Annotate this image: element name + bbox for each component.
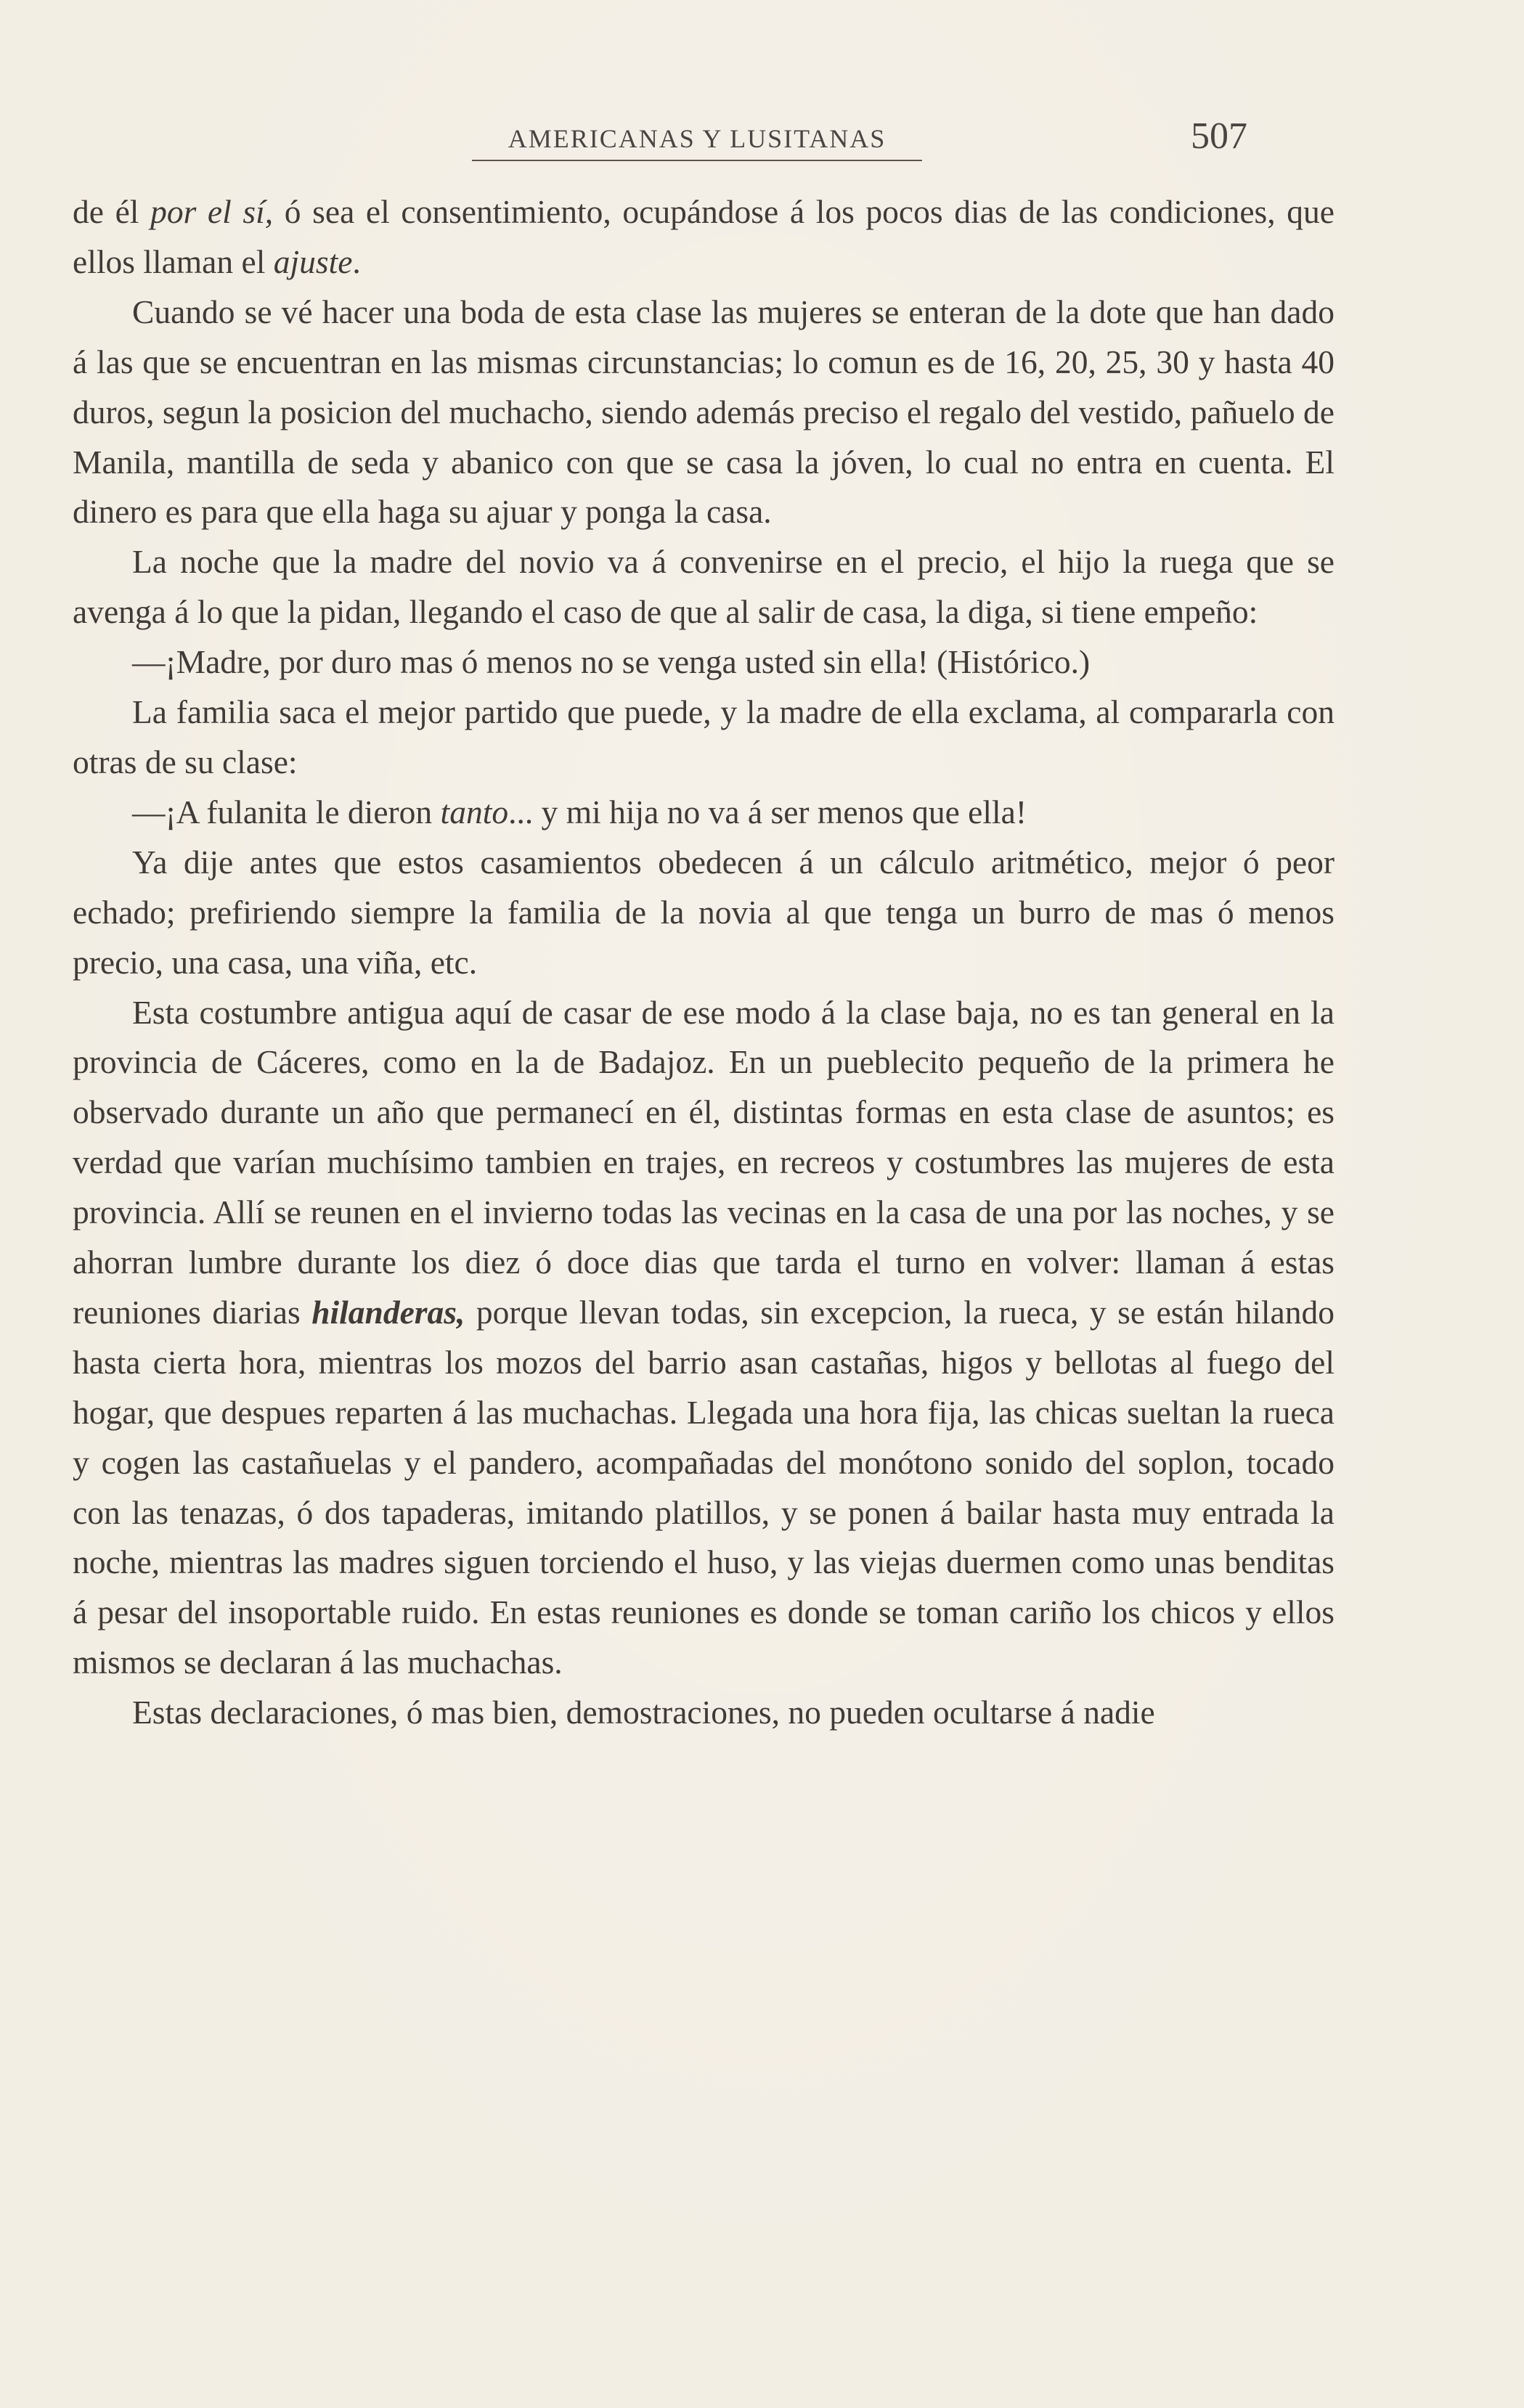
running-title: AMERICANAS Y LUSITANAS (508, 124, 887, 153)
italic-term: hilanderas, (311, 1293, 465, 1331)
paragraph-8 (73, 988, 1334, 1689)
paragraph-7: Ya dije antes que estos casamientos obedecen á un cálculo aritmético, mejor ó peor echado; prefiriendo siempre la familia de la novia al que tenga un burro de mas ó menos precio, una casa, una viña, etc. (73, 843, 1334, 981)
text-run: ó sea el consentimiento, ocupándose á los pocos dias de las condiciones, que ellos llaman el (73, 193, 1334, 280)
text-run: de él (73, 193, 151, 230)
body-text (73, 187, 1334, 1738)
paragraph-9: Estas declaraciones, ó mas bien, demostraciones, no pueden ocultarse á nadie (132, 1694, 1155, 1731)
text-run: . (352, 242, 361, 280)
text-run: porque llevan todas, sin excepcion, la rueca, y se están hilando hasta cierta hora, mientras los mozos del barrio asan castañas, higos y bellotas al fuego del hogar, que despues reparten á las muchachas. Llegada una hora fija, las chicas sueltan la rueca y cogen las castañuelas y el pandero, acompañadas del monótono sonido del soplon, tocado con las tenazas, ó dos tapaderas, imitando platillos, y se ponen á bailar hasta muy entrada la noche, mientras las madres siguen torciendo el huso, y las viejas duermen como unas benditas á pesar del insoportable ruido. En estas reuniones es donde se toman cariño los chicos y ellos mismos se declaran á las muchachas. (73, 1293, 1335, 1681)
italic-term: ajuste (273, 242, 353, 280)
paragraph-6-dialogue (73, 788, 1334, 838)
italic-word: tanto (440, 793, 509, 830)
paragraph-2: Cuando se vé hacer una boda de esta clase las mujeres se enteran de la dote que han dado á las que se encuentran en las mismas circunstancias; lo comun es de 16, 20, 25, 30 y hasta 40 duros, segun la posicion del muchacho, siendo además preciso el regalo del vestido, pañuelo de Manila, mantilla de seda y abanico con que se casa la jóven, lo cual no entra en cuenta. El dinero es para que ella haga su ajuar y ponga la casa. (73, 293, 1334, 531)
italic-phrase: por el sí, (150, 193, 274, 230)
paragraph-3: La noche que la madre del novio va á convenirse en el precio, el hijo la ruega que se avenga á lo que la pidan, llegando el caso de que al salir de casa, la diga, si tiene empeño: (73, 543, 1334, 631)
text-run: Esta costumbre antigua aquí de casar de ese modo á la clase baja, no es tan general en la provincia de Cáceres, como en la de Badajoz. En un pueblecito pequeño de la primera he observado durante un año que permanecí en él, distintas formas en esta clase de asuntos; es verdad que varían muchísimo tambien en trajes, en recreos y costumbres las mujeres de esta provincia. Allí se reunen en el invierno todas las vecinas en la casa de una por las noches, y se ahorran lumbre durante los diez ó doce dias que tarda el turno en volver: llaman á estas reuniones diarias (73, 993, 1334, 1331)
paragraph-5: La familia saca el mejor partido que puede, y la madre de ella exclama, al compararla con otras de su clase: (73, 693, 1334, 780)
header-rule (472, 160, 922, 161)
text-run: —¡A fulanita le dieron (132, 793, 441, 830)
paragraph-1 (73, 187, 1334, 287)
text-run: ... y mi hija no va á ser menos que ella! (508, 793, 1027, 830)
paragraph-4-dialogue: —¡Madre, por duro mas ó menos no se venga usted sin ella! (Histórico.) (132, 643, 1091, 681)
page-number: 507 (1191, 115, 1247, 157)
